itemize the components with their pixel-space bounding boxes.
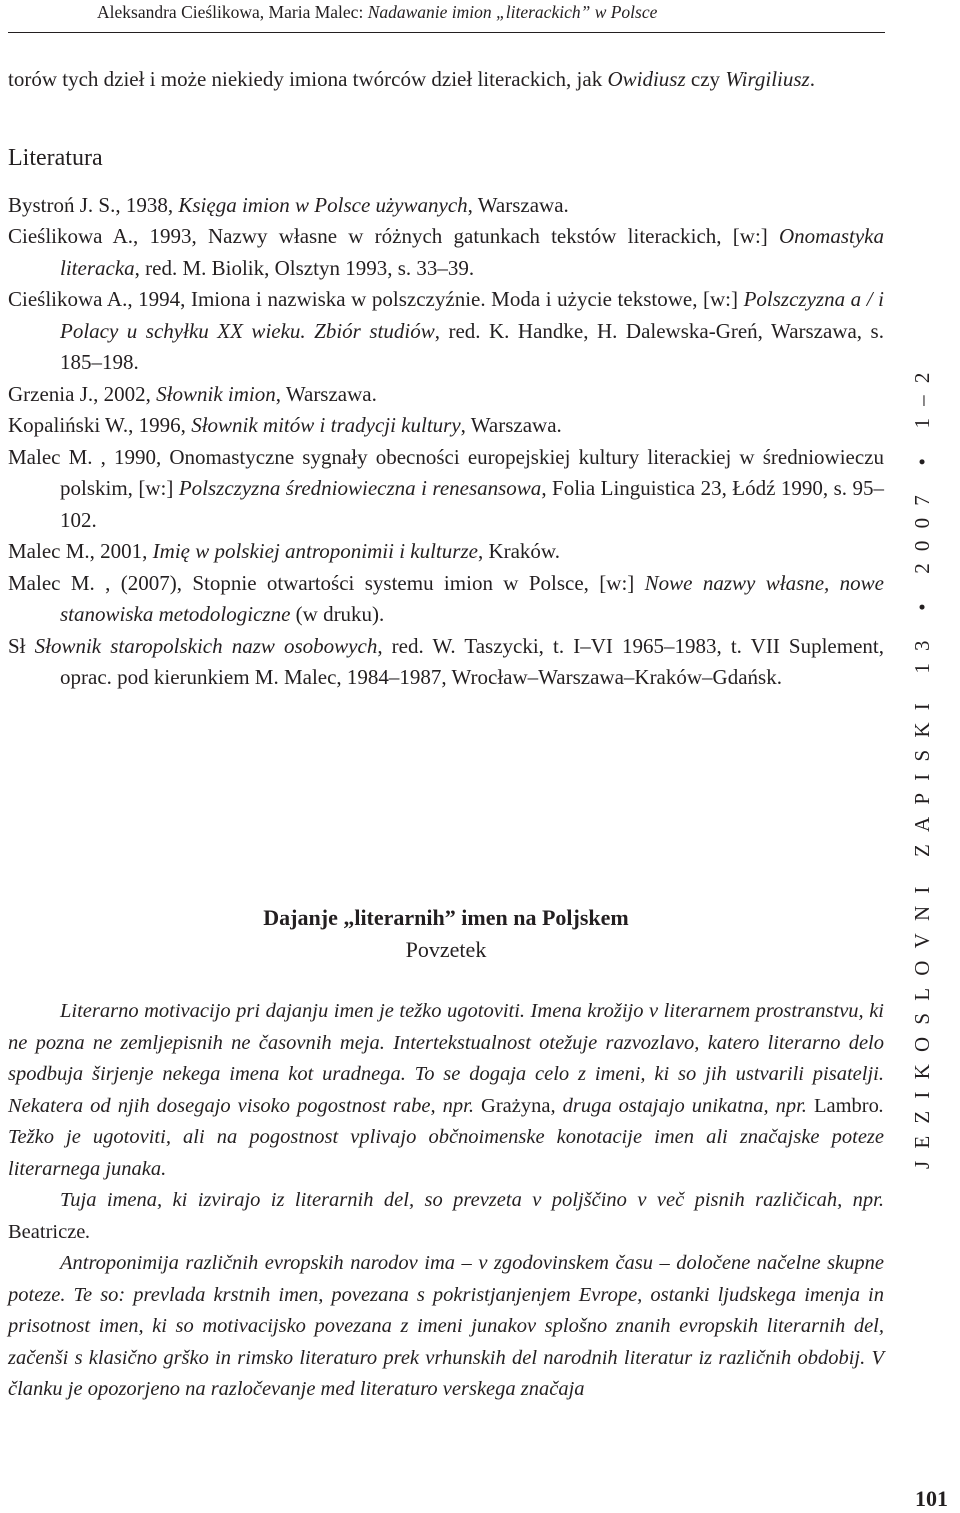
name-example: Grażyna [481,1094,551,1117]
text-run: Antroponimija različnih evropskih narodov ima – v zgodovinskem času – določene načelne skupne poteze. Te so: prevlada krstnih imen, povezana s pokristjanjenjem Evrope, ostanki ljudskega imenja in prisotnost imen, ki so motivacijsko povezana z imeni junakov splošno znanih evropskih literarnih del, začenši s klasično grško in rimsko literaturo prek vrhunskih del narodnih literatur iz različnih obdobij. V članku je opozorjeno na razločevanje med literaturo verskega značaja [8,1252,884,1400]
journal-name: JEZIKOSLOVNI ZAPISKI 13 • 2007 • 1–2 [910,360,934,1170]
text-run: Grzenia J., 2002, [8,381,157,406]
text-run: Sł [8,633,35,658]
italic-text: Księga imion w Polsce używanych [178,192,468,217]
text-run: Malec M., 2001, [8,539,153,563]
continuation-paragraph [8,64,884,96]
name-example: Beatricze [8,1220,86,1243]
text-run: , druga ostajajo unikatna, npr. [550,1094,814,1117]
italic-text: Słownik imion [156,381,276,406]
main-text [8,64,884,694]
italic-text: Słownik mitów i tradycji kultury [191,413,461,437]
text-run: Cieślikowa A., 1993, Nazwy własne w różnych gatunkach tekstów literackich, [w:] [8,224,780,248]
italic-text: Polszczyzna a / i Polacy u schyłku XX wieku. Zbiór studiów [60,287,884,343]
running-head-title: Nadawanie imion „literackich” w Polsce [367,2,658,22]
italic-text: Onomastyka literacka [60,224,884,280]
reference-entry [8,379,884,411]
italic-text: Wirgiliusz [725,67,810,91]
text-run: , Folia Linguistica 23, Łódź 1990, s. 95–102. [60,476,884,532]
reference-list [8,190,884,694]
italic-text: Owidiusz [607,67,686,91]
literature-heading: Literatura [8,144,103,171]
text-run: , Kraków. [477,539,560,563]
name-example: Lambro [813,1094,879,1117]
text-run: , Warszawa. [460,413,562,437]
abstract-title: Dajanje „literarnih” imen na Poljskem [263,905,629,930]
italic-text: Polszczyzna średniowieczna i renesansowa [178,476,542,500]
text-run: (w druku). [290,602,385,626]
italic-text: Słownik staropolskich nazw osobowych [34,633,378,658]
running-head [97,1,887,23]
text-run: , red. M. Biolik, Olsztyn 1993, s. 33–39. [134,255,475,280]
text-run: , Warszawa. [467,192,569,217]
text-run: Literarno motivacijo pri dajanju imen je težko ugotoviti. Imena krožijo v literarnem prostranstvu, ki ne pozna ne zemljepisnih ne časovnih meja. Intertekstualnost otežuje razvozlavo, katero literarno delo spodbuja širjenje nekega imena kot uradnega. To se dogaja celo z imeni, ki so jih ustvarili pisatelji. Nekatera od njih dosegajo visoko pogostnost rabe, npr. [8,1000,884,1117]
text-run: . [85,1220,91,1243]
text-run: Bystroń J. S., 1938, [8,192,179,217]
reference-entry [8,631,884,694]
reference-entry [8,221,884,284]
abstract-paragraph [8,996,884,1185]
italic-text: Imię w polskiej antroponimii i kulturze [152,539,478,563]
text-run: Cieślikowa A., 1994, Imiona i nazwiska w polszczyźnie. Moda i użycie tekstowe, [w:] [8,287,744,311]
reference-entry [8,536,884,568]
text-run: czy [685,67,726,91]
abstract-paragraph [8,1248,884,1406]
abstract-header [8,902,884,966]
text-run: Malec M. , 1990, Onomastyczne sygnały obecności europejskiej kultury literackiej w średniowieczu polskim, [w:] [8,444,884,500]
italic-text: Nowe nazwy własne, nowe stanowiska metodologiczne [60,570,885,626]
abstract-paragraph [8,1185,884,1248]
journal-side-label [900,65,944,1465]
reference-entry [8,442,884,537]
text-run: Malec M. , (2007), Stopnie otwartości systemu imion w Polsce, [w:] [8,570,645,595]
text-run: , red. W. Taszycki, t. I–VI 1965–1983, t. VII Suplement, oprac. pod kierunkiem M. Malec, 1984–1987, Wrocław–Warszawa–Kraków–Gdańsk. [60,633,884,689]
text-run: Tuja imena, ki izvirajo iz literarnih del, so prevzeta v poljščino v več pisnih različicah, npr. [60,1189,884,1211]
text-run: Kopaliński W., 1996, [8,413,192,437]
text-run: torów tych dzieł i może niekiedy imiona twórców dzieł literackich, jak [8,67,608,91]
text-run: . Težko je ugotoviti, ali na pogostnost vplivajo občnoimenske konotacije imen ali značajske poteze literarnega junaka. [8,1094,884,1180]
header-rule [8,32,885,33]
abstract-body [8,996,884,1406]
reference-entry [8,284,884,379]
text-run: , Warszawa. [275,381,377,406]
running-head-authors: Aleksandra Cieślikowa, Maria Malec: [97,2,368,22]
reference-entry [8,568,884,631]
reference-entry [8,190,884,222]
text-run: , red. K. Handke, H. Dalewska-Greń, Warszawa, s. 185–198. [60,318,884,374]
text-run: . [809,67,815,91]
page-number: 101 [915,1486,948,1511]
reference-entry [8,410,884,442]
abstract-subtitle: Povzetek [405,937,487,962]
